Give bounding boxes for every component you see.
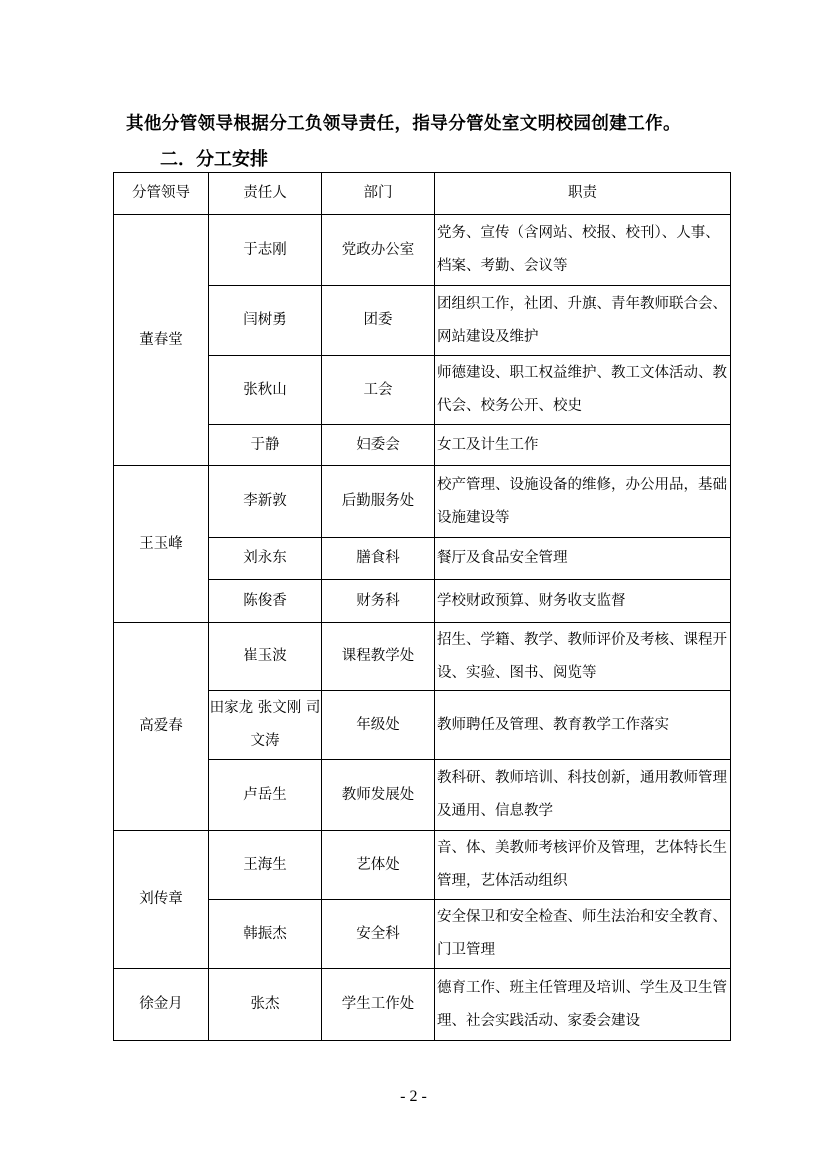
person-cell: 陈俊香: [209, 580, 322, 623]
person-cell: 张秋山: [209, 356, 322, 425]
header-leader: 分管领导: [114, 173, 209, 215]
dept-cell: 课程教学处: [322, 623, 435, 691]
person-cell: 田家龙 张文刚 司文涛: [209, 691, 322, 760]
dept-cell: 妇委会: [322, 425, 435, 466]
person-cell: 张杰: [209, 969, 322, 1041]
leader-cell: 徐金月: [114, 969, 209, 1041]
person-cell: 韩振杰: [209, 900, 322, 969]
duty-cell: 招生、学籍、教学、教师评价及考核、课程开设、实验、图书、阅览等: [435, 623, 731, 691]
leader-cell: 董春堂: [114, 215, 209, 466]
dept-cell: 财务科: [322, 580, 435, 623]
header-duty: 职责: [435, 173, 731, 215]
duty-cell: 教师聘任及管理、教育教学工作落实: [435, 691, 731, 760]
table-row: [114, 215, 731, 286]
table-row: [114, 623, 731, 691]
leader-cell: 刘传章: [114, 831, 209, 969]
dept-cell: 教师发展处: [322, 760, 435, 831]
dept-cell: 学生工作处: [322, 969, 435, 1041]
duty-cell: 女工及计生工作: [435, 425, 731, 466]
leader-cell: 王玉峰: [114, 466, 209, 623]
duty-cell: 团组织工作，社团、升旗、青年教师联合会、网站建设及维护: [435, 286, 731, 356]
duty-cell: 德育工作、班主任管理及培训、学生及卫生管理、社会实践活动、家委会建设: [435, 969, 731, 1041]
header-dept: 部门: [322, 173, 435, 215]
table-row: [114, 466, 731, 538]
intro-paragraph: 其他分管领导根据分工负领导责任，指导分管处室文明校园创建工作。: [126, 114, 681, 134]
person-cell: 于静: [209, 425, 322, 466]
table-row: [114, 969, 731, 1041]
section-heading: 二．分工安排: [160, 149, 268, 170]
duty-cell: 教科研、教师培训、科技创新，通用教师管理及通用、信息教学: [435, 760, 731, 831]
table-header-row: [114, 173, 731, 215]
dept-cell: 安全科: [322, 900, 435, 969]
duty-cell: 餐厅及食品安全管理: [435, 538, 731, 580]
duty-cell: 师德建设、职工权益维护、教工文体活动、教代会、校务公开、校史: [435, 356, 731, 425]
dept-cell: 年级处: [322, 691, 435, 760]
person-cell: 李新敦: [209, 466, 322, 538]
duty-assignment-table: [113, 172, 731, 1041]
dept-cell: 后勤服务处: [322, 466, 435, 538]
table-row: [114, 831, 731, 900]
person-cell: 闫树勇: [209, 286, 322, 356]
duty-cell: 安全保卫和安全检查、师生法治和安全教育、门卫管理: [435, 900, 731, 969]
dept-cell: 团委: [322, 286, 435, 356]
dept-cell: 党政办公室: [322, 215, 435, 286]
person-cell: 王海生: [209, 831, 322, 900]
header-person: 责任人: [209, 173, 322, 215]
person-cell: 卢岳生: [209, 760, 322, 831]
person-cell: 刘永东: [209, 538, 322, 580]
duty-cell: 校产管理、设施设备的维修，办公用品，基础设施建设等: [435, 466, 731, 538]
person-cell: 崔玉波: [209, 623, 322, 691]
dept-cell: 艺体处: [322, 831, 435, 900]
person-cell: 于志刚: [209, 215, 322, 286]
page-number: - 2 -: [400, 1088, 427, 1105]
duty-cell: 音、体、美教师考核评价及管理，艺体特长生管理，艺体活动组织: [435, 831, 731, 900]
dept-cell: 工会: [322, 356, 435, 425]
leader-cell: 高爱春: [114, 623, 209, 831]
duty-cell: 党务、宣传（含网站、校报、校刊）、人事、档案、考勤、会议等: [435, 215, 731, 286]
duty-cell: 学校财政预算、财务收支监督: [435, 580, 731, 623]
dept-cell: 膳食科: [322, 538, 435, 580]
